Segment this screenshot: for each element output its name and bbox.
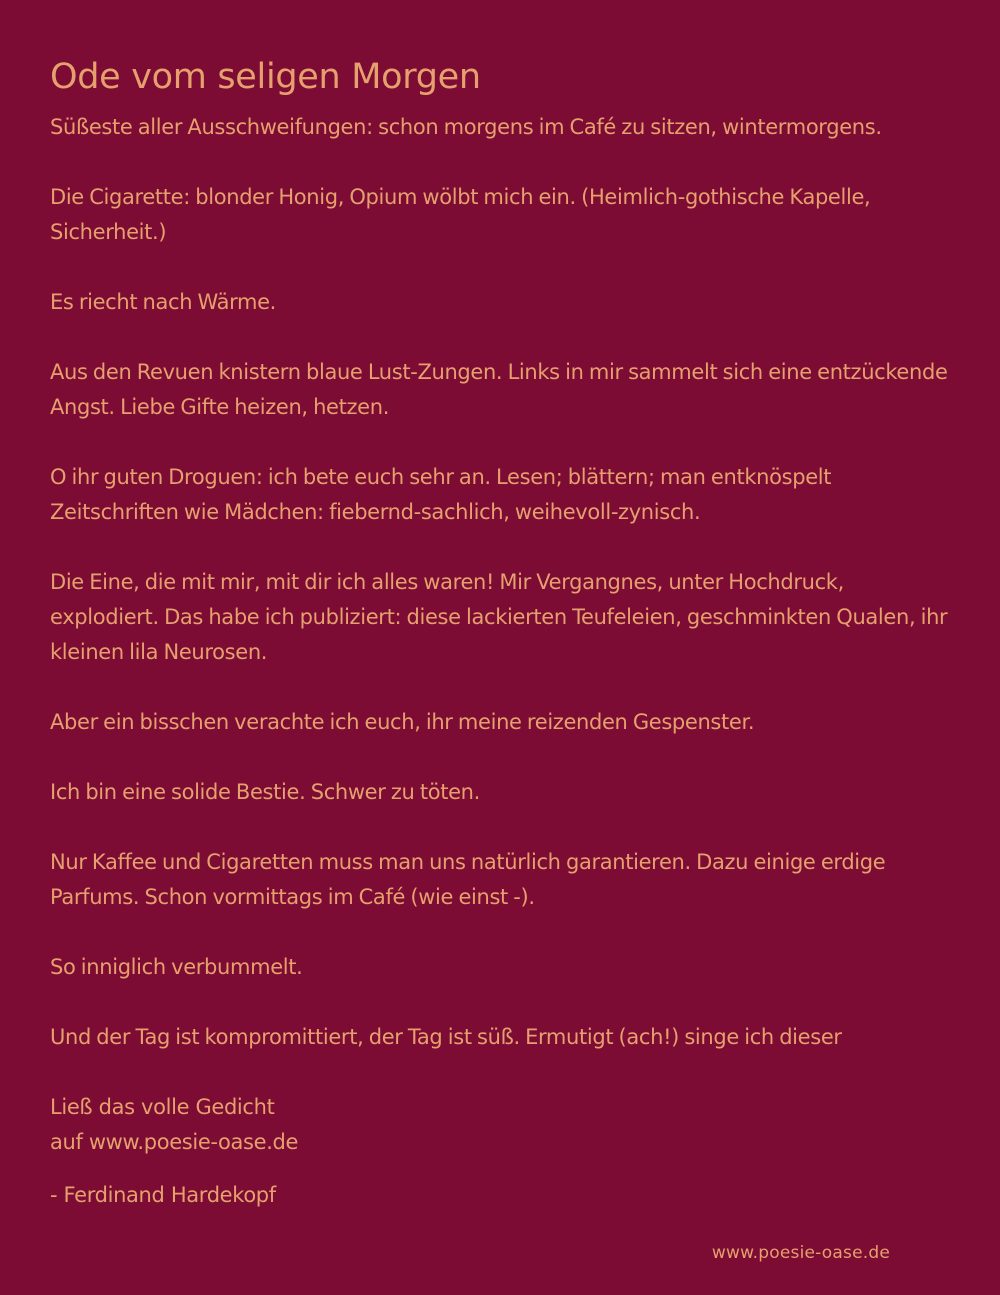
read-more-link-text: auf www.poesie-oase.de [50, 1130, 299, 1154]
poem-stanza: Die Eine, die mit mir, mit dir ich alles waren! Mir Vergangnes, unter Hochdruck, explodiert. Das habe ich publiziert: diese lackierten Teufeleien, geschminkten Qualen, ihr kleinen lila Neurosen. [50, 570, 948, 664]
poem-stanza: So inniglich verbummelt. [50, 955, 303, 979]
read-more-notice [50, 1090, 950, 1160]
poem-stanza: Süßeste aller Ausschweifungen: schon morgens im Café zu sitzen, wintermorgens. [50, 115, 882, 139]
poem-stanza: Es riecht nach Wärme. [50, 290, 277, 314]
poem-body [50, 110, 950, 1055]
website-watermark: www.poesie-oase.de [711, 1243, 890, 1263]
poem-stanza: Aus den Revuen knistern blaue Lust-Zungen. Links in mir sammelt sich eine entzückende Angst. Liebe Gifte heizen, hetzen. [50, 360, 948, 419]
poem-author: - Ferdinand Hardekopf [50, 1183, 276, 1207]
read-more-line: Ließ das volle Gedicht [50, 1095, 275, 1119]
poem-title: Ode vom seligen Morgen [50, 57, 481, 97]
poem-stanza: Aber ein bisschen verachte ich euch, ihr meine reizenden Gespenster. [50, 710, 755, 734]
poem-stanza: O ihr guten Droguen: ich bete euch sehr an. Lesen; blättern; man entknöspelt Zeitschriften wie Mädchen: fiebernd-sachlich, weihevoll-zynisch. [50, 465, 832, 524]
poem-stanza: Nur Kaffee und Cigaretten muss man uns natürlich garantieren. Dazu einige erdige Parfums. Schon vormittags im Café (wie einst -). [50, 850, 886, 909]
poem-card [50, 56, 950, 1210]
poem-stanza: Die Cigarette: blonder Honig, Opium wölbt mich ein. (Heimlich-gothische Kapelle, Sicherheit.) [50, 185, 871, 244]
poem-stanza: Ich bin eine solide Bestie. Schwer zu töten. [50, 780, 480, 804]
poem-stanza: Und der Tag ist kompromittiert, der Tag ist süß. Ermutigt (ach!) singe ich dieser [50, 1025, 842, 1049]
